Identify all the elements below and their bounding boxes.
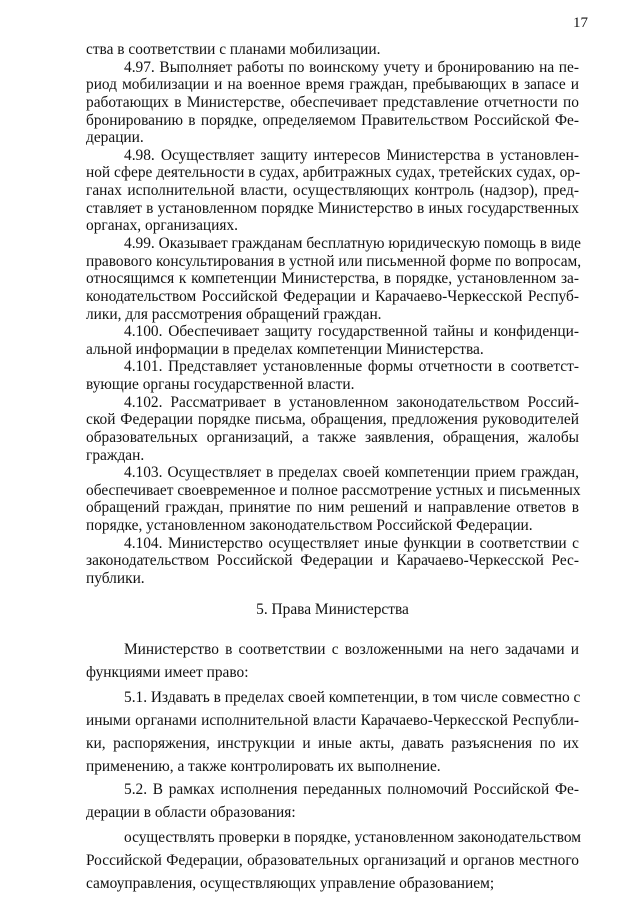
text-line: конодательством Российской Федерации и Карачаево-Черкесской Респуб- <box>86 288 579 305</box>
text-line: ства в соответствии с планами мобилизации. <box>86 41 381 58</box>
text-line: 4.103. Осуществляет в пределах своей компетенции прием граждан, <box>124 464 579 481</box>
text-line: Российской Федерации, образовательных организаций и органов местного <box>86 852 579 869</box>
text-line: лики, для рассмотрения обращений граждан. <box>86 306 382 323</box>
text-line: 4.99. Оказывает гражданам бесплатную юридическую помощь в виде <box>124 235 582 252</box>
text-line: самоуправления, осуществляющих управление образованием; <box>86 875 495 892</box>
text-line: 4.104. Министерство осуществляет иные функции в соответствии с <box>124 535 579 552</box>
text-line: иными органами исполнительной власти Карачаево-Черкесской Республи- <box>86 712 579 729</box>
text-line: применению, а также контролировать их выполнение. <box>86 758 441 775</box>
text-line: осуществлять проверки в порядке, установленном законодательством <box>124 829 582 846</box>
text-line: обеспечивает своевременное и полное рассмотрение устных и письменных <box>86 482 581 499</box>
text-line: образовательных организаций, а также заявления, обращения, жалобы <box>86 429 579 446</box>
section-heading: 5. Права Министерства <box>256 601 409 618</box>
text-line: 4.101. Представляет установленные формы отчетности в соответст- <box>124 358 579 375</box>
text-line: дерации. <box>86 129 144 146</box>
text-line: ганах исполнительной власти, осуществляющих контроль (надзор), пред- <box>86 182 579 199</box>
text-line: функциями имеет право: <box>86 664 249 681</box>
text-line: порядке, установленном законодательством Российской Федерации. <box>86 517 533 534</box>
text-line: 4.97. Выполняет работы по воинскому учету и бронированию на пе- <box>124 59 579 76</box>
text-line: ки, распоряжения, инструкции и иные акты, давать разъяснения по их <box>86 735 579 752</box>
text-line: 4.102. Рассматривает в установленном законодательством Россий- <box>124 394 579 411</box>
text-line: 5.1. Издавать в пределах своей компетенции, в том числе совместно с <box>124 689 581 706</box>
text-line: ной сфере деятельности в судах, арбитражных судах, третейских судах, ор- <box>86 164 581 181</box>
text-line: альной информации в пределах компетенции Министерства. <box>86 341 484 358</box>
text-line: ской Федерации порядке письма, обращения, предложения руководителей <box>86 411 579 428</box>
page-number: 17 <box>573 15 588 31</box>
text-line: ставляет в установленном порядке Министерство в иных государственных <box>86 200 579 217</box>
text-line: 4.100. Обеспечивает защиту государственной тайны и конфиденци- <box>124 323 579 340</box>
text-line: вующие органы государственной власти. <box>86 376 355 393</box>
text-line: Министерство в соответствии с возложенными на него задачами и <box>124 641 579 658</box>
text-line: граждан. <box>86 447 145 464</box>
text-line: публики. <box>86 570 145 587</box>
text-line: риод мобилизации и на военное время граждан, пребывающих в запасе и <box>86 76 579 93</box>
text-line: правового консультирования в устной или письменной форме по вопросам, <box>86 253 582 270</box>
text-line: законодательством Российской Федерации и Карачаево-Черкесской Рес- <box>86 552 579 569</box>
text-line: 4.98. Осуществляет защиту интересов Министерства в установлен- <box>124 147 579 164</box>
text-line: 5.2. В рамках исполнения переданных полномочий Российской Фе- <box>124 781 579 798</box>
text-line: обращений граждан, принятие по ним решений и направление ответов в <box>86 499 579 516</box>
text-line: относящимся к компетенции Министерства, в порядке, установленном за- <box>86 270 579 287</box>
text-line: бронированию в порядке, определяемом Правительством Российской Фе- <box>86 112 579 129</box>
text-line: органах, организациях. <box>86 217 239 234</box>
text-line: работающих в Министерстве, обеспечивает представление отчетности по <box>86 94 579 111</box>
text-line: дерации в области образования: <box>86 804 296 821</box>
